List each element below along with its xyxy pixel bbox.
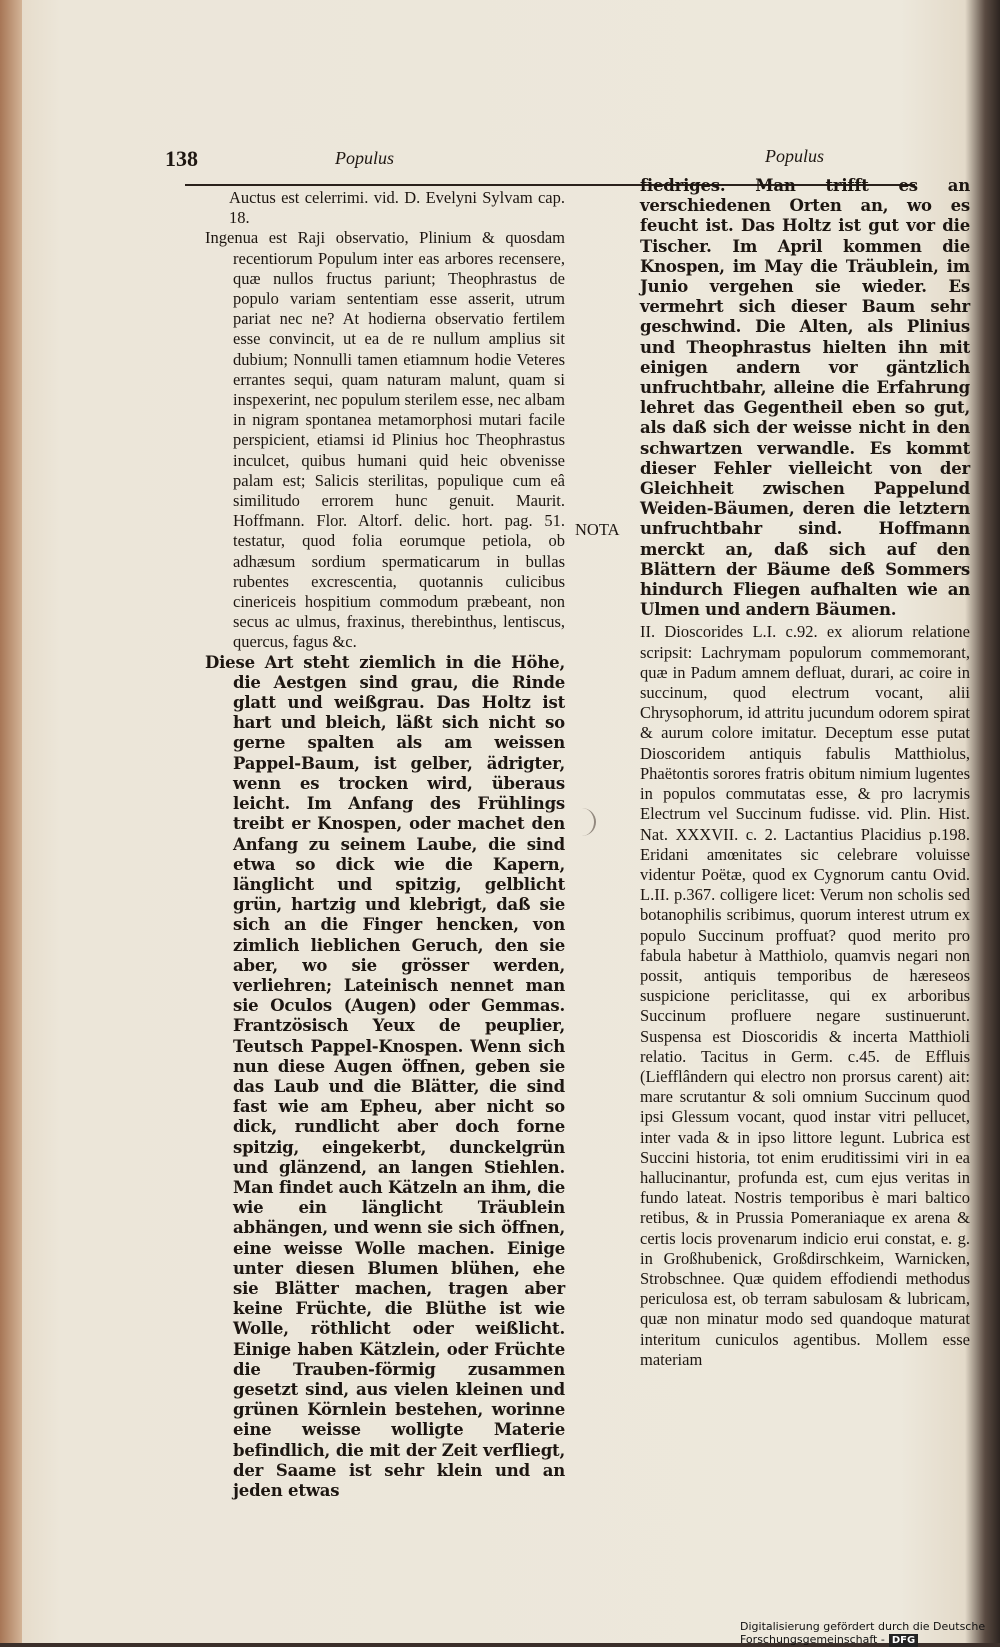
digitization-footer — [740, 1620, 998, 1646]
footer-text: Digitalisierung gefördert durch die Deutsche Forschungsgemeinschaft - — [740, 1620, 986, 1646]
dfg-logo: DFG — [889, 1634, 918, 1647]
page-number: 138 — [165, 146, 198, 171]
nota-label: NOTA — [575, 520, 620, 539]
header-title-right: Populus — [765, 146, 825, 166]
bracket-mark — [578, 808, 596, 836]
paragraph-ingenua: Ingenua est Raji observatio, Plinium & quosdam recentiorum Populum inter eas arbores recensere, quæ nullos fructus pariunt; Theophrastus de populo variam sententiam esse asserit, utrum pariat nec ne? At hodierna observatio fertilem esse convincit, ut ea de re nullum amplius sit dubium; Nonnulli tamen etiamnum hodie Veteres errantes sequi, quam naturam malunt, quam si inspexerint, nec populum sterilem esse, nec albam in nigram spontanea metamorphosi mutari facile perspicient, etiamsi id Plinius hoc Theophrastus inculcet, quibus humani quid heic obvenisse palam est; Salicis sterilitas, populique cum eâ similitudo errorem hunc genuit. Maurit. Hoffmann. Flor. Altorf. delic. hort. pag. 51. testatur, quod folia eorumque petiola, ob adhæsum sordium spermaticarum in bullas rubentes excrescentia, quotannis culicibus cinericeis hospitium commodum præbeant, non secus ac ulmus, fraxinus, therebinthus, lentiscus, quercus, fagus &c. — [205, 228, 565, 652]
paragraph-fiedriges: fiedriges. Man trifft es an verschiedenen Orten an, wo es feucht ist. Das Holtz ist gut vor die Tischer. Im April kommen die Knospen, im May die Träublein, im Junio vergehen sie wieder. Es vermehrt sich dieser Baum sehr geschwind. Die Alten, als Plinius und Theophrastus hielten ihn mit einigen andern vor gäntzlich unfruchtbahr, alleine die Erfahrung lehret das Gegentheil eben so gut, als daß sich der weisse nicht in den schwartzen verwandle. Es kommt dieser Fehler vielleicht von der Gleichheit zwischen Pappelund Weiden-Bäumen, deren die letztern unfruchtbahr sind. Hoffmann merckt an, daß sich auf den Blättern der Bäume deß Sommers hindurch Fliegen aufhalten wie an Ulmen und andern Bäumen. — [640, 176, 970, 620]
header-title-left: Populus — [335, 148, 395, 168]
running-header — [165, 142, 825, 178]
paragraph-nota: II. Dioscorides L.I. c.92. ex aliorum relatione scripsit: Lachrymam populorum commemorant, quæ in Padum amnem defluat, durari, ac coire in succinum, quod electrum vocant, alii Chrysophorum, id attritu jucundum odorem spirat & aurum colore imitatur. Deceptum esse putat Dioscoridem antiquis fabulis Matthiolus, Phaëtontis sorores fratris obitum nimium lugentes in populos commutatas esse, & pro lacrymis Electrum vel Succinum fudisse. vid. Plin. Hist. Nat. XXXVII. c. 2. Lactantius Placidius p.198. Eridani amœnitates sic celebrare voluisse videntur Poëtæ, quod ex Cygnorum cantu Ovid. L.II. p.367. colligere licet: Verum non scholis sed botanophilis scribimus, quorum interest utrum ex populo Succinum proffuat? quod merito pro fabula habetur à Matthiolo, quamvis negari non possit, antiquis temporibus de hæreseos suspicione periclitasse, qui ex arboribus Succinum profluere negare sustinuerunt. Suspensa est Dioscoridis & incerta Matthioli relatio. Tacitus in Germ. c.45. de Effluis (Liefflândern qui electro non prorsus carent) ait: mare scrutantur & soli omnium Succinum quod ipsi Glessum vocant, quod instar vitri pellucet, inter vada & in ipso littore legunt. Lubrica est Succini historia, tot enim eruditissimi viri in ea hallucinantur, profunda est, cum ejus veritas in fundo lateat. Nostris temporibus è mari baltico retibus, & in Prussia Pomeraniaque ex arena & certis locis provenarum indicio erui constat, e. g. in Großhubenick, Großdirschkeim, Warnicken, Strobschnee. Quæ quidem effodiendi methodus periculosa est, ob terram sabulosam & lubricam, quæ non minatur modo sed quandoque maturat interitum cuniculos agentibus. Mollem esse materiam — [640, 622, 970, 1369]
left-column — [205, 188, 565, 1501]
paragraph-diese-art: Diese Art steht ziemlich in die Höhe, die Aestgen sind grau, die Rinde glatt und weißgrau. Das Holtz ist hart und bleich, läßt sich nicht so gerne spalten als am weissen Pappel-Baum, ist gelber, ädrigter, wenn es trocken wird, überaus leicht. Im Anfang des Frühlings treibt er Knospen, oder machet den Anfang zu seinem Laube, die sind etwa so dick wie die Kapern, länglicht und spitzig, gelblicht grün, hartzig und klebrigt, daß sie sich an die Finger hencken, von zimlich lieblichen Geruch, den sie aber, wo sie grösser werden, verliehren; Lateinisch nennet man sie Oculos (Augen) oder Gemmas. Frantzösisch Yeux de peuplier, Teutsch Pappel-Knospen. Wenn sich nun diese Augen öffnen, geben sie das Laub und die Blätter, die sind fast wie am Epheu, aber nicht so dick, rundlicht aber doch forne spitzig, eingekerbt, dunckelgrün und glänzend, an langen Stiehlen. Man findet auch Kätzeln an ihm, die wie ein länglicht Träublein abhängen, und wenn sie sich öffnen, eine weisse Wolle machen. Einige unter diesen Blumen blühen, ehe sie Blätter machen, tragen aber keine Früchte, die Blüthe ist wie Wolle, röthlicht oder weißlicht. Einige haben Kätzlein, oder Früchte die Trauben-förmig zusammen gesetzt sind, aus vielen kleinen und grünen Körnlein bestehen, worinne eine weisse wolligte Materie befindlich, die mit der Zeit verfliegt, der Saame ist sehr klein und an jeden etwas — [205, 652, 565, 1500]
paragraph-auctus: Auctus est celerrimi. vid. D. Evelyni Sylvam cap. 18. — [229, 188, 565, 228]
page-edge — [0, 0, 22, 1643]
right-column — [640, 176, 970, 1370]
